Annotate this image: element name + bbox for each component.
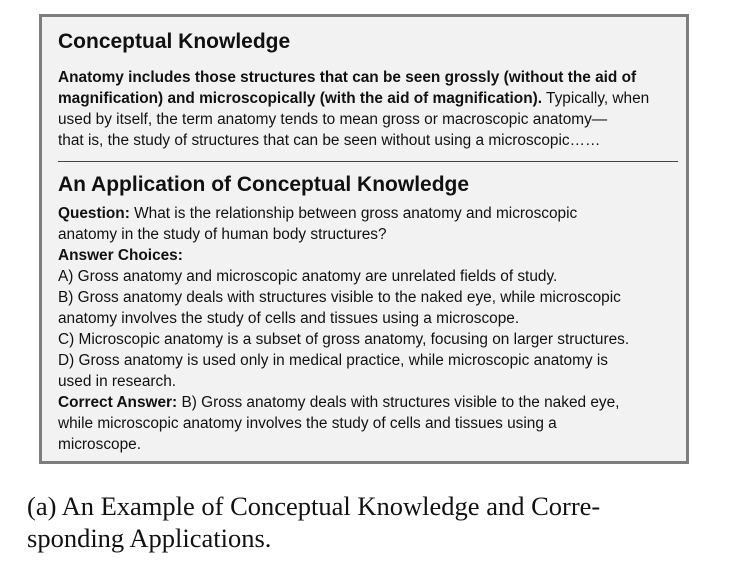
answer-choice-line: used in research. (58, 373, 177, 390)
answer-choice-line: anatomy involves the study of cells and tissues using a microscope. (58, 310, 520, 327)
text-line: used by itself, the term anatomy tends to mean gross or macroscopic anatomy— (58, 111, 608, 128)
text-line: microscope. (58, 436, 141, 453)
text-line (58, 203, 682, 224)
text-line (58, 88, 682, 109)
figure-caption (27, 490, 707, 554)
text-line: anatomy in the study of human body structures? (58, 226, 387, 243)
text-line: Anatomy includes those structures that can be seen grossly (without the aid of (58, 69, 637, 86)
caption-line: sponding Applications. (27, 523, 272, 553)
text-fragment: Typically, when (542, 90, 650, 107)
bold-fragment: magnification) and microscopically (with the aid of magnification). (58, 90, 543, 107)
answer-choice-line: B) Gross anatomy deals with structures visible to the naked eye, while microscopic (58, 289, 621, 306)
answer-choice-line: A) Gross anatomy and microscopic anatomy are unrelated fields of study. (58, 268, 558, 285)
question-label: Question: (58, 205, 130, 222)
text-line (58, 392, 682, 413)
question-text: What is the relationship between gross anatomy and microscopic (129, 205, 578, 222)
section-title-application: An Application of Conceptual Knowledge (58, 173, 470, 196)
text-line: while microscopic anatomy involves the study of cells and tissues using a (58, 415, 557, 432)
text-line: that is, the study of structures that can be seen without using a microscopic…… (58, 132, 601, 149)
answer-choice-line: C) Microscopic anatomy is a subset of gross anatomy, focusing on larger structures. (58, 331, 630, 348)
correct-answer-label: Correct Answer: (58, 394, 178, 411)
correct-answer-text: B) Gross anatomy deals with structures visible to the naked eye, (177, 394, 620, 411)
caption-line: (a) An Example of Conceptual Knowledge and Corre- (27, 491, 601, 521)
figure-panel (39, 14, 689, 464)
conceptual-knowledge-text (58, 67, 682, 151)
question-block (58, 203, 682, 455)
answer-choices-label: Answer Choices: (58, 247, 183, 264)
section-title-conceptual-knowledge: Conceptual Knowledge (58, 30, 291, 53)
section-divider (58, 161, 678, 162)
answer-choice-line: D) Gross anatomy is used only in medical practice, while microscopic anatomy is (58, 352, 608, 369)
